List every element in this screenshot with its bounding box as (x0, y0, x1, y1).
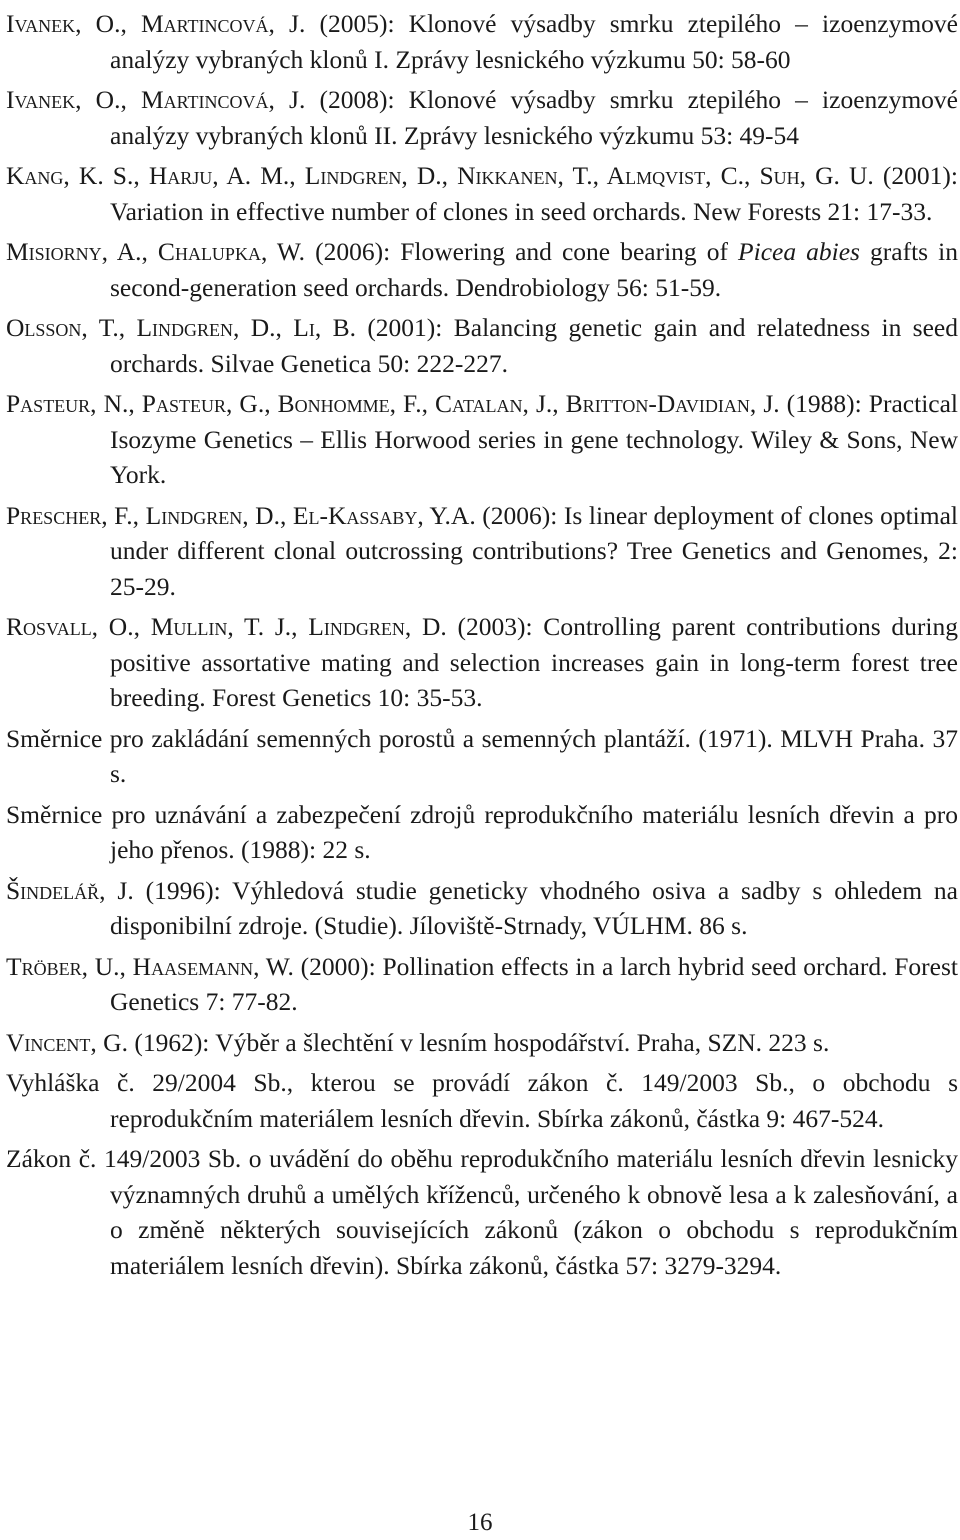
reference-entry (6, 1065, 958, 1136)
reference-text: (1962): Výběr a šlechtění v lesním hospodářství. Praha, SZN. 223 s. (127, 1027, 830, 1057)
reference-entry (6, 386, 958, 493)
reference-authors: Rosvall, O., Mullin, T. J., Lindgren, D. (6, 612, 447, 641)
reference-entry (6, 158, 958, 229)
reference-authors: Ivanek, O., Martincová, J. (6, 85, 306, 114)
reference-entry (6, 6, 958, 77)
reference-text-after: grafts in second-generation seed orchards. Dendrobiology 56: 51-59. (110, 237, 958, 302)
reference-entry (6, 949, 958, 1020)
reference-text: (2001): Variation in effective number of clones in seed orchards. New Forests 21: 17-33. (110, 161, 958, 226)
reference-entry (6, 498, 958, 605)
reference-authors: Vincent, G. (6, 1027, 128, 1057)
reference-entry (6, 1025, 958, 1061)
reference-text: (2003): Controlling parent contributions during positive assortative mating and selection increases gain in long-term forest tree breeding. Forest Genetics 10: 35-53. (110, 612, 958, 712)
reference-authors: Prescher, F., Lindgren, D., El-Kassaby, Y.A. (6, 500, 476, 530)
reference-text: (2005): Klonové výsadby smrku ztepilého – izoenzymové analýzy vybraných klonů I. Zprávy lesnického výzkumu 50: 58-60 (110, 9, 958, 74)
reference-entry (6, 1141, 958, 1283)
reference-entry (6, 234, 958, 305)
reference-authors: Olsson, T., Lindgren, D., Li, B. (6, 313, 356, 342)
page-number: 16 (467, 1509, 493, 1536)
reference-entry (6, 797, 958, 868)
reference-text: (1996): Výhledová studie geneticky vhodného osiva a sadby s ohledem na disponibilní zdroje. (Studie). Jíloviště-Strnady, VÚLHM. 86 s. (110, 875, 959, 940)
reference-entry (6, 873, 958, 944)
reference-list (6, 6, 958, 1288)
reference-text: Vyhláška č. 29/2004 Sb., kterou se provádí zákon č. 149/2003 Sb., o obchodu s reprodukčním materiálem lesních dřevin. Sbírka zákonů, částka 9: 467-524. (6, 1068, 958, 1133)
reference-authors: Kang, K. S., Harju, A. M., Lindgren, D., Nikkanen, T., Almqvist, C., Suh, G. U. (6, 161, 874, 190)
reference-entry (6, 609, 958, 716)
reference-text: Směrnice pro uznávání a zabezpečení zdrojů reprodukčního materiálu lesních dřevin a pro jeho přenos. (1988): 22 s. (6, 799, 958, 864)
reference-entry (6, 82, 958, 153)
reference-authors: Ivanek, O., Martincová, J. (6, 9, 306, 38)
reference-text: (2000): Pollination effects in a larch hybrid seed orchard. Forest Genetics 7: 77-82. (110, 951, 958, 1016)
reference-text: (1988): Practical Isozyme Genetics – Ellis Horwood series in gene technology. Wiley & Sons, New York. (110, 389, 958, 489)
reference-authors: Misiorny, A., Chalupka, W. (6, 237, 306, 266)
reference-entry (6, 721, 958, 792)
reference-authors: Šindelář, J. (6, 875, 134, 905)
reference-text: (2001): Balancing genetic gain and relatedness in seed orchards. Silvae Genetica 50: 222-227. (110, 313, 958, 378)
reference-text: Zákon č. 149/2003 Sb. o uvádění do oběhu reprodukčního materiálu lesních dřevin lesnicky významných druhů a umělých kříženců, určeného k obnově lesa a k zalesňování, a o změně některých souvisejících zákonů (zákon o obchodu s reprodukčním materiálem lesních dřevin). Sbírka zákonů, částka 57: 3279-3294. (6, 1144, 958, 1280)
reference-entry (6, 310, 958, 381)
reference-text: Směrnice pro zakládání semenných porostů a semenných plantáží. (1971). MLVH Praha. 37 s. (6, 723, 958, 788)
reference-authors: Pasteur, N., Pasteur, G., Bonhomme, F., Catalan, J., Britton-Davidian, J. (6, 389, 780, 418)
species-name: Picea abies (738, 237, 860, 266)
reference-text: (2006): Flowering and cone bearing of (305, 237, 739, 266)
reference-text: (2008): Klonové výsadby smrku ztepilého – izoenzymové analýzy vybraných klonů II. Zprávy lesnického výzkumu 53: 49-54 (110, 85, 958, 150)
reference-authors: Tröber, U., Haasemann, W. (6, 951, 294, 981)
reference-text: (2006): Is linear deployment of clones optimal under different clonal outcrossing contributions? Tree Genetics and Genomes, 2: 25-29. (110, 500, 958, 601)
